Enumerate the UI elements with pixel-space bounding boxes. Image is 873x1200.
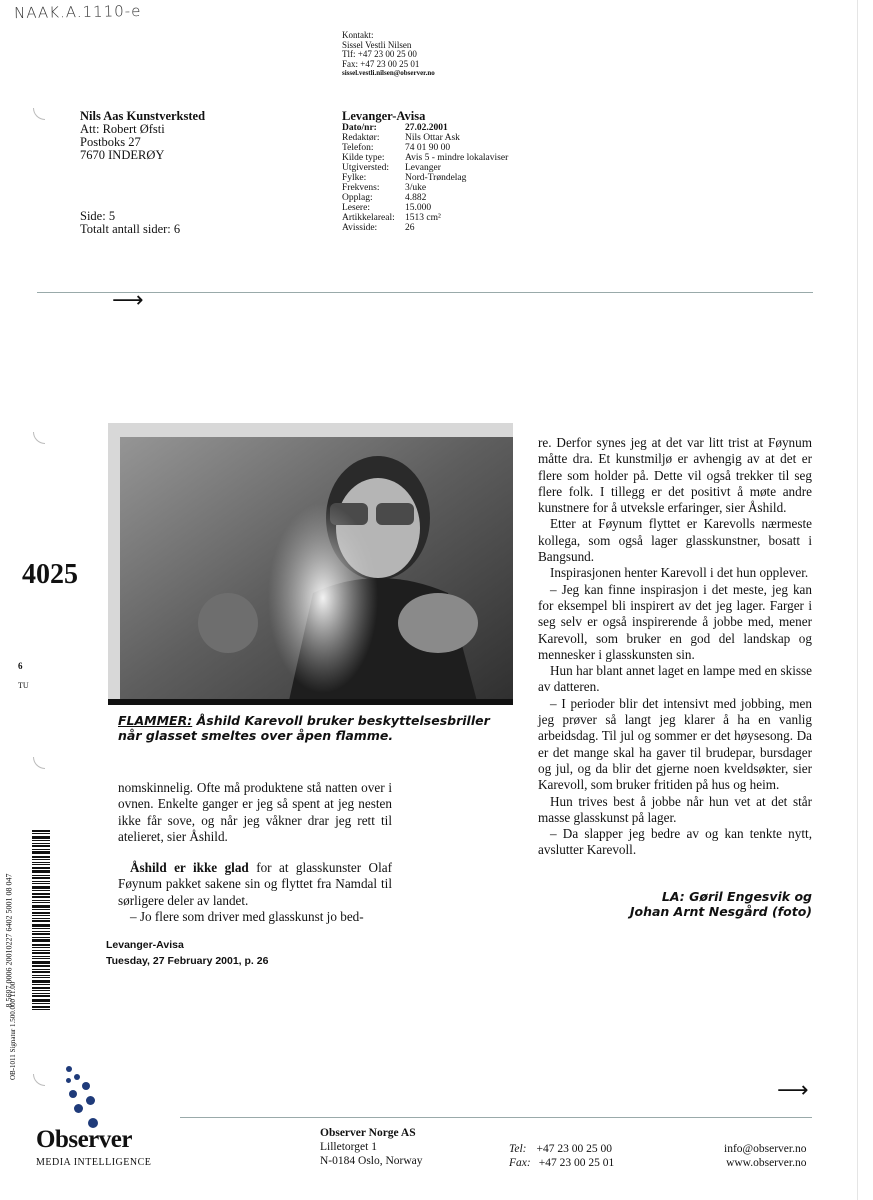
logo-tagline: MEDIA INTELLIGENCE [36,1157,152,1168]
footer-fax: +47 23 00 25 01 [538,1157,615,1169]
barcode-bar [32,900,50,901]
barcode-bar [32,849,50,850]
footer-tel: +47 23 00 25 00 [536,1143,612,1155]
footer-address [320,1126,423,1168]
contact-tel: Tlf: +47 23 00 25 00 [342,49,417,60]
metadata-value: 15.000 [405,203,432,213]
left-column [118,780,392,925]
metadata-label: Lesere: [342,203,370,213]
right-paragraph: re. Derfor synes jeg at det var litt trist at Føynum måtte dra. Et kunstmiljø er avhengig av at det er flere som holder på. Dette vil også trekker til seg flere folk. I tillegg er det positivt å møte andre kunstnere for å utveksle erfaringer, sier Åshild. [538,435,812,516]
left-paragraph [118,860,392,909]
barcode-bar [32,999,50,1002]
subheading: Åshild er ikke glad [130,860,249,876]
barcode-bar [32,995,50,997]
total-pages: Totalt antall sider: 6 [80,222,181,236]
caption-text: Åshild Karevoll bruker beskyttelsesbriller når glasset smeltes over åpen flamme. [118,713,490,743]
metadata-value: 3/uke [405,183,427,193]
barcode-bar [32,886,50,889]
barcode-bar [32,969,50,970]
barcode-number: 8 5697 0006 20010227 6402 5001 08 047 [4,873,14,1008]
clip-number: 4025 [22,559,78,590]
barcode-bar [32,859,50,860]
footer-street: Lilletorget 1 [320,1141,377,1153]
metadata-value: 1513 cm² [405,213,441,223]
right-paragraph: Inspirasjonen henter Karevoll i det hun opplever. [550,565,809,581]
barcode-bar [32,987,50,989]
byline-photo: Johan Arnt Nesgård (foto) [629,904,812,919]
left-paragraph: – Jo flere som driver med glasskunst jo bed- [130,909,364,925]
metadata-label: Fylke: [342,173,367,183]
arrow-right-icon: ⟶ [112,288,144,313]
barcode-bar [32,984,50,985]
barcode-bar [32,965,50,967]
metadata-value: Nils Ottar Ask [405,133,460,143]
barcode-bar [32,896,50,898]
barcode-bar [32,875,50,876]
barcode-bar [32,870,50,873]
metadata-label: Telefon: [342,143,374,153]
barcode-bar [32,918,50,919]
right-column [538,435,812,859]
barcode-bar [32,1006,50,1008]
footer-web [724,1142,806,1170]
logo-wordmark: Observer [36,1126,132,1153]
metadata-value: 4.882 [405,193,427,203]
barcode-bar [32,1003,50,1004]
barcode-bar [32,975,50,976]
corner-mark [33,757,45,769]
footer-tel-label: Tel: [509,1143,527,1155]
barcode-bar [32,881,50,882]
citation [106,937,268,969]
recipient-block [80,110,205,162]
photo-caption [118,713,513,743]
barcode-bar [32,851,50,854]
barcode-bar [32,862,50,863]
logo-dot [69,1090,77,1098]
barcode-bar [32,990,50,991]
right-paragraph: Hun har blant annet laget en lampe med en skisse av datteren. [538,663,812,695]
barcode-bar [32,952,50,954]
barcode-bar [32,843,50,844]
barcode-bar [32,931,50,932]
citation-paper: Levanger-Avisa [106,939,184,951]
metadata-label: Utgiversted: [342,163,389,173]
contact-heading: Kontakt: [342,30,374,40]
citation-date: Tuesday, 27 February 2001, p. 26 [106,955,269,967]
barcode-bar [32,905,50,908]
barcode-caption: OB-1011 Signatur 1.500.000 11.00 [9,981,17,1080]
photo-illustration [108,423,513,705]
metadata-label: Frekvens: [342,183,380,193]
barcode-bar [32,893,50,895]
arrow-right-icon: ⟶ [777,1078,809,1103]
barcode-bar [32,833,50,834]
barcode [32,830,50,1030]
right-paragraph: Etter at Føynum flyttet er Karevolls nærmeste kollega, som også lager glasskunstner, bosatt i Bangsund. [538,516,812,565]
logo-dot [74,1074,80,1080]
barcode-bar [32,830,50,832]
recipient-city: 7670 INDERØY [80,148,165,162]
right-paragraph: – Da slapper jeg bedre av og kan tenkte nytt, avslutter Karevoll. [538,826,812,858]
contact-fax: Fax: +47 23 00 25 01 [342,58,420,69]
page-count-block [80,210,180,236]
barcode-bar [32,958,50,959]
caption-label: FLAMMER: [118,713,193,728]
barcode-bar [32,971,50,973]
barcode-bar [32,909,50,910]
recipient-attention: Att: Robert Øfsti [80,122,165,136]
barcode-bar [32,840,50,841]
side-tu-label: TU [18,681,29,690]
barcode-bar [32,1009,50,1010]
barcode-bar [32,902,50,903]
barcode-bar [32,856,50,858]
left-paragraph: nomskinnelig. Ofte må produktene stå natten over i ovnen. Enkelte ganger er jeg så spent at jeg nesten ikke får sove, og når jeg våkner drar jeg rett til atelieret, sier Åshild. [118,780,392,844]
metadata-value: 27.02.2001 [405,123,448,133]
side-small-number: 6 [18,661,23,671]
metadata-value: Nord-Trøndelag [405,173,467,183]
barcode-bar [32,912,50,914]
barcode-bar [32,928,50,929]
logo-dot [82,1082,90,1090]
barcode-bar [32,883,50,884]
barcode-bar [32,920,50,922]
right-paragraph: Hun trives best å jobbe når hun vet at det står masse glasskunst på lager. [538,793,812,825]
recipient-company: Nils Aas Kunstverksted [80,109,206,123]
logo-dot [74,1104,83,1113]
metadata-value: 74 01 90 00 [405,143,451,153]
page-number: Side: 5 [80,209,116,223]
barcode-bar [32,944,50,946]
footer-phone [509,1142,614,1170]
left-paragraph-text: for at glasskunster Olaf Føynum pakket sakene sin og flyttet fra Namdal til sørligere deler av landet. [118,860,392,908]
barcode-bar [32,845,50,847]
right-paragraph: – I perioder blir det intensivt med jobbing, men jeg prøver så langt jeg klarer å ha en vanlig arbeidsdag. Til jul og sommer er det høysesong. Da er det mange skal ha gaver til brudepar, bursdager og jul, og da blir det gjerne noen kveldsøkter, sier Karevoll, som bruker fritiden på hus og heim. [538,695,812,793]
footer-postal: N-0184 Oslo, Norway [320,1155,423,1167]
barcode-bar [32,864,50,865]
article-photo [108,423,513,705]
barcode-bar [32,836,50,839]
source-title: Levanger-Avisa [342,109,426,123]
footer-fax-label: Fax: [509,1157,531,1169]
metadata-label: Opplag: [342,193,373,203]
footer-website[interactable]: www.observer.no [726,1157,807,1169]
metadata-value: Levanger [405,163,441,173]
corner-mark [33,108,45,120]
barcode-bar [32,924,50,927]
barcode-bar [32,937,50,938]
barcode-bar [32,939,50,942]
barcode-bar [32,890,50,891]
corner-mark [33,432,45,444]
byline-author: LA: Gøril Engesvik og [661,889,812,904]
barcode-bar [32,915,50,916]
contact-email: sissel.vestli.nilsen@observer.no [342,69,435,78]
metadata-label: Kilde type: [342,153,385,163]
metadata-label: Avisside: [342,223,378,233]
barcode-bar [32,993,50,994]
logo-dot [86,1096,95,1105]
contact-name: Sissel Vestli Nilsen [342,39,412,50]
barcode-bar [32,977,50,978]
barcode-bar [32,950,50,951]
page-edge [857,0,858,1200]
contact-block [342,31,435,79]
metadata-table [342,123,508,233]
barcode-bar [32,961,50,964]
footer-email[interactable]: info@observer.no [724,1143,807,1155]
handwritten-reference: NAAK.A.1110-e [13,1,142,23]
logo-dot [66,1066,72,1072]
metadata-value: 26 [405,223,415,233]
metadata-label: Redaktør: [342,133,380,143]
barcode-bar [32,933,50,935]
logo-dot [66,1078,71,1083]
barcode-bar [32,947,50,948]
metadata-label: Dato/nr: [342,123,377,133]
source-metadata [342,110,508,233]
right-paragraph: – Jeg kan finne inspirasjon i det meste, jeg kan for eksempel bli inspirert av det jeg lager. Farger i seg selv er også inspirerende å jobbe med, mener Karevoll, som bruker en god del landskap og mennesker i glasskunsten sin. [538,581,812,662]
footer-company: Observer Norge AS [320,1127,416,1139]
metadata-value: Avis 5 - mindre lokalaviser [405,153,509,163]
footer-divider [180,1117,812,1118]
byline [560,889,812,919]
barcode-bar [32,956,50,957]
observer-logo [36,1060,166,1180]
barcode-bar [32,980,50,983]
metadata-label: Artikkelareal: [342,213,395,223]
divider-line [37,292,813,293]
recipient-box: Postboks 27 [80,135,141,149]
barcode-bar [32,877,50,879]
barcode-bar [32,867,50,869]
